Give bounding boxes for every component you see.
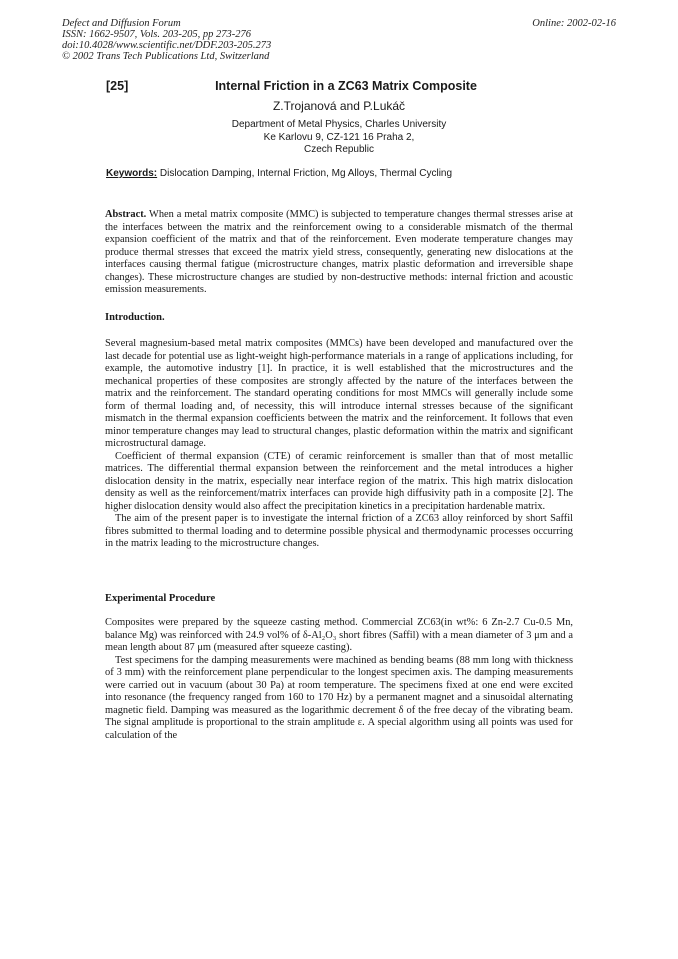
paragraph: Several magnesium-based metal matrix composites (MMCs) have been developed and manufactured over the last decade for potential use as light-weight high-performance materials in a range of applications including, for example, the automotive industry [1]. In practice, it is well established that the microstructures and the mechanical properties of these composites are strongly affected by the nature of the interfaces between the matrix and the reinforcement. The standard operating conditions for most MMCs will generally include some form of thermal loading and, of necessity, this will introduce internal stresses because of the significant mismatch in the thermal expansion coefficients between the matrix and the reinforcement. It follows that even minor temperature changes may lead to structural changes, plastic deformation within the matrix and significant microstructural damage. [105, 338, 573, 449]
affiliation [0, 119, 678, 157]
journal-name: Defect and Diffusion Forum [62, 18, 181, 29]
doi-line[interactable]: doi:10.4028/www.scientific.net/DDF.203-205.273 [62, 40, 272, 51]
introduction-heading: Introduction. [105, 312, 165, 323]
paper-title: Internal Friction in a ZC63 Matrix Composite [215, 79, 477, 93]
paragraph: Test specimens for the damping measurements were machined as bending beams (88 mm long with thickness of 3 mm) with the reinforcement plane perpendicular to the longest specimen axis. The damping measurements were carried out in vacuum (about 30 Pa) at room temperature. The specimens fixed at one end were excited into resonance (the frequency ranged from 160 to 170 Hz) by a permanent magnet and a sinusoidal alternating magnetic field. Damping was measured as the logarithmic decrement δ of the free decay of the vibrating beam. The signal amplitude is proportional to the strain amplitude ε. A special algorithm using all points was used for calculation of the [105, 654, 573, 741]
introduction-body [105, 338, 573, 551]
journal-header [62, 18, 271, 62]
issn-line: ISSN: 1662-9507, Vols. 203-205, pp 273-276 [62, 29, 251, 40]
affiliation-line: Ke Karlovu 9, CZ-121 16 Praha 2, [263, 131, 415, 143]
affiliation-line: Department of Metal Physics, Charles University [231, 119, 447, 130]
abstract-text: When a metal matrix composite (MMC) is subjected to temperature changes thermal stresses arise at the interfaces between the matrix and the reinforcement owing to a considerable mismatch of the thermal expansion coefficient of the matrix and that of the reinforcement. Even moderate temperature changes may produce thermal stresses that exceed the matrix yield stress, consequently, generating new dislocations at the interfaces causing thermal fatigue (microstructure changes, matrix plastic deformation and irreversible shape changes). These microstructure changes are studied by non-destructive methods: internal friction and acoustic emission measurements. [105, 209, 573, 295]
online-date: Online: 2002-02-16 [532, 18, 616, 29]
keywords-label: Keywords: [106, 168, 158, 179]
affiliation-line: Czech Republic [303, 144, 375, 155]
paragraph: Composites were prepared by the squeeze casting method. Commercial ZC63(in wt%: 6 Zn-2.7 Cu-0.5 Mn, balance Mg) was reinforced with 24.9 vol% of δ-Al₂O₃ short fibres (Saffil) with a mean diameter of 3 μm and a mean length about 87 μm (measured after squeeze casting). [105, 617, 573, 653]
copyright-line: © 2002 Trans Tech Publications Ltd, Switzerland [62, 51, 270, 62]
keywords [106, 168, 452, 179]
experimental-body [105, 617, 573, 742]
authors: Z.Trojanová and P.Lukáč [272, 99, 406, 113]
abstract [105, 209, 573, 297]
reference-number: [25] [106, 79, 129, 93]
paragraph: Coefficient of thermal expansion (CTE) of ceramic reinforcement is smaller than that of most metallic matrices. The differential thermal expansion between the reinforcement and the metal introduces a higher dislocation density in the matrix, especially near interface region of the matrix. This high matrix dislocation density as well as the reinforcement/matrix interfaces can provide high diffusivity path in a composite [2]. The higher dislocation density would also affect the precipitation kinetics in a precipitation hardenable matrix. [105, 450, 573, 512]
keywords-list: Dislocation Damping, Internal Friction, Mg Alloys, Thermal Cycling [157, 168, 453, 179]
abstract-label: Abstract. [105, 209, 147, 220]
paragraph: The aim of the present paper is to investigate the internal friction of a ZC63 alloy reinforced by short Saffil fibres submitted to thermal loading and to determine possible physical and thermodynamic processes occurring in the matrix leading to the microstructure changes. [105, 513, 573, 549]
experimental-heading: Experimental Procedure [105, 593, 216, 604]
